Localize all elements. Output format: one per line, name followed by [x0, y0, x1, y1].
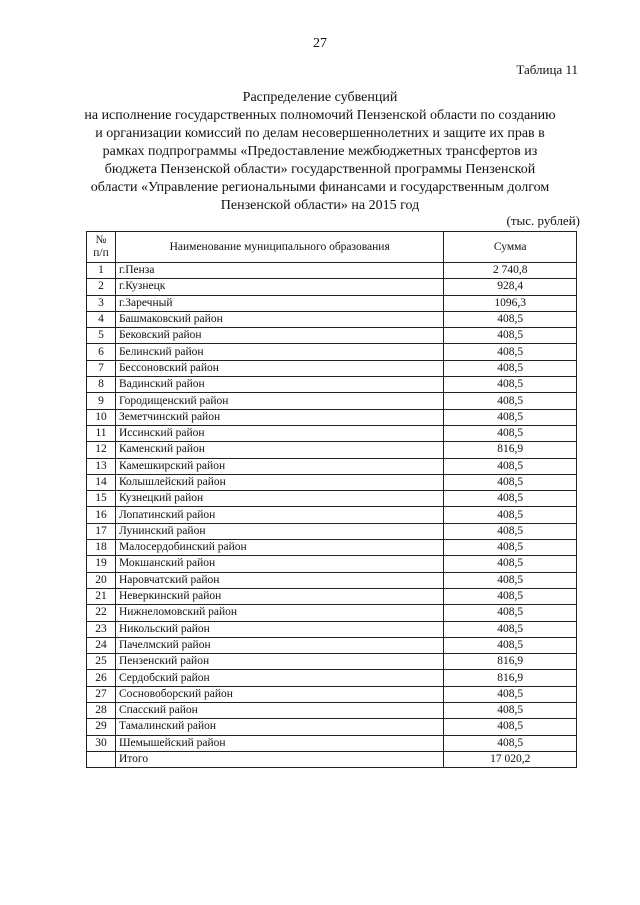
row-number: 18	[87, 540, 116, 556]
row-name: Малосердобинский район	[115, 540, 443, 556]
row-name: Шемышейский район	[115, 735, 443, 751]
row-name: Пачелмский район	[115, 637, 443, 653]
row-name: Мокшанский район	[115, 556, 443, 572]
row-sum: 816,9	[444, 654, 577, 670]
row-sum: 408,5	[444, 360, 577, 376]
row-name: Нижнеломовский район	[115, 605, 443, 621]
title-line: Пензенской области» на 2015 год	[220, 198, 420, 213]
row-number: 17	[87, 523, 116, 539]
row-name: Сердобский район	[115, 670, 443, 686]
row-number: 26	[87, 670, 116, 686]
row-number	[87, 751, 116, 767]
row-sum: 2 740,8	[444, 263, 577, 279]
row-number: 2	[87, 279, 116, 295]
title-line: бюджета Пензенской области» государственной программы Пензенской	[104, 162, 536, 177]
row-number: 5	[87, 328, 116, 344]
table-row	[87, 605, 577, 621]
table-row	[87, 328, 577, 344]
row-number: 13	[87, 458, 116, 474]
row-name: Бековский район	[115, 328, 443, 344]
table-row	[87, 409, 577, 425]
row-sum: 408,5	[444, 393, 577, 409]
row-sum: 408,5	[444, 425, 577, 441]
row-name: Сосновоборский район	[115, 686, 443, 702]
row-number: 9	[87, 393, 116, 409]
table-row	[87, 703, 577, 719]
row-sum: 408,5	[444, 686, 577, 702]
row-number: 11	[87, 425, 116, 441]
row-sum: 408,5	[444, 540, 577, 556]
table-row	[87, 670, 577, 686]
table-row	[87, 263, 577, 279]
table-row	[87, 507, 577, 523]
row-sum: 408,5	[444, 556, 577, 572]
table-row	[87, 523, 577, 539]
row-number: 29	[87, 719, 116, 735]
table-row	[87, 686, 577, 702]
row-sum: 408,5	[444, 605, 577, 621]
row-number: 12	[87, 442, 116, 458]
title-line: и организации комиссий по делам несовершеннолетних и защите их прав в	[95, 126, 545, 141]
row-number: 21	[87, 588, 116, 604]
header-number	[87, 232, 116, 263]
row-sum: 408,5	[444, 409, 577, 425]
title-line: на исполнение государственных полномочий Пензенской области по созданию	[84, 108, 556, 123]
subvention-table	[86, 231, 577, 768]
row-name: Башмаковский район	[115, 311, 443, 327]
row-name: Пензенский район	[115, 654, 443, 670]
table-header-row	[87, 232, 577, 263]
row-number: 8	[87, 377, 116, 393]
row-sum: 408,5	[444, 328, 577, 344]
table-row	[87, 474, 577, 490]
row-sum: 928,4	[444, 279, 577, 295]
row-number: 20	[87, 572, 116, 588]
table-row	[87, 458, 577, 474]
title-line: рамках подпрограммы «Предоставление межбюджетных трансфертов из	[102, 144, 538, 159]
row-name: Лунинский район	[115, 523, 443, 539]
row-number: 4	[87, 311, 116, 327]
row-number: 15	[87, 491, 116, 507]
row-name: Спасский район	[115, 703, 443, 719]
row-number: 24	[87, 637, 116, 653]
table-row	[87, 572, 577, 588]
row-name: Колышлейский район	[115, 474, 443, 490]
header-name: Наименование муниципального образования	[115, 232, 443, 263]
row-number: 27	[87, 686, 116, 702]
row-number: 6	[87, 344, 116, 360]
row-sum: 408,5	[444, 311, 577, 327]
table-row	[87, 588, 577, 604]
row-sum: 408,5	[444, 637, 577, 653]
row-sum: 408,5	[444, 458, 577, 474]
total-row	[87, 751, 577, 767]
header-number-line1: №	[95, 234, 107, 246]
row-sum: 408,5	[444, 377, 577, 393]
title-line: области «Управление региональными финансами и государственным долгом	[90, 180, 550, 195]
row-name: Наровчатский район	[115, 572, 443, 588]
table-row	[87, 360, 577, 376]
row-number: 16	[87, 507, 116, 523]
table-row	[87, 442, 577, 458]
row-name: Земетчинский район	[115, 409, 443, 425]
row-sum: 408,5	[444, 491, 577, 507]
row-name: Бессоновский район	[115, 360, 443, 376]
row-name: Каменский район	[115, 442, 443, 458]
table-row	[87, 556, 577, 572]
row-name: г.Кузнецк	[115, 279, 443, 295]
row-sum: 1096,3	[444, 295, 577, 311]
table-row	[87, 311, 577, 327]
table-row	[87, 491, 577, 507]
table-row	[87, 425, 577, 441]
row-name: Тамалинский район	[115, 719, 443, 735]
row-sum: 408,5	[444, 719, 577, 735]
table-row	[87, 279, 577, 295]
row-name: г.Заречный	[115, 295, 443, 311]
header-number-line2: п/п	[93, 247, 109, 259]
row-sum: 408,5	[444, 523, 577, 539]
row-name: Городищенский район	[115, 393, 443, 409]
row-number: 14	[87, 474, 116, 490]
row-sum: 17 020,2	[444, 751, 577, 767]
units-label: (тыс. рублей)	[506, 213, 580, 228]
table-row	[87, 344, 577, 360]
row-number: 7	[87, 360, 116, 376]
table-row	[87, 295, 577, 311]
row-sum: 408,5	[444, 572, 577, 588]
row-sum: 816,9	[444, 442, 577, 458]
row-number: 23	[87, 621, 116, 637]
row-sum: 408,5	[444, 703, 577, 719]
row-number: 25	[87, 654, 116, 670]
table-body	[87, 263, 577, 768]
table-row	[87, 654, 577, 670]
row-number: 10	[87, 409, 116, 425]
row-name: Кузнецкий район	[115, 491, 443, 507]
table-row	[87, 393, 577, 409]
row-name: Белинский район	[115, 344, 443, 360]
row-number: 22	[87, 605, 116, 621]
table-title	[58, 89, 582, 215]
page-number: 27	[313, 36, 327, 51]
row-name: г.Пенза	[115, 263, 443, 279]
row-number: 30	[87, 735, 116, 751]
row-sum: 408,5	[444, 474, 577, 490]
row-number: 28	[87, 703, 116, 719]
row-sum: 816,9	[444, 670, 577, 686]
row-sum: 408,5	[444, 621, 577, 637]
table-row	[87, 719, 577, 735]
row-name: Итого	[115, 751, 443, 767]
row-number: 1	[87, 263, 116, 279]
title-line: Распределение субвенций	[242, 90, 398, 105]
table-label: Таблица 11	[516, 62, 578, 77]
row-name: Вадинский район	[115, 377, 443, 393]
table-row	[87, 621, 577, 637]
row-number: 3	[87, 295, 116, 311]
table-row	[87, 377, 577, 393]
row-number: 19	[87, 556, 116, 572]
table-row	[87, 735, 577, 751]
row-sum: 408,5	[444, 735, 577, 751]
header-sum: Сумма	[444, 232, 577, 263]
row-name: Иссинский район	[115, 425, 443, 441]
row-sum: 408,5	[444, 507, 577, 523]
table-row	[87, 540, 577, 556]
row-name: Лопатинский район	[115, 507, 443, 523]
row-name: Никольский район	[115, 621, 443, 637]
row-name: Неверкинский район	[115, 588, 443, 604]
table-row	[87, 637, 577, 653]
row-sum: 408,5	[444, 588, 577, 604]
row-name: Камешкирский район	[115, 458, 443, 474]
row-sum: 408,5	[444, 344, 577, 360]
